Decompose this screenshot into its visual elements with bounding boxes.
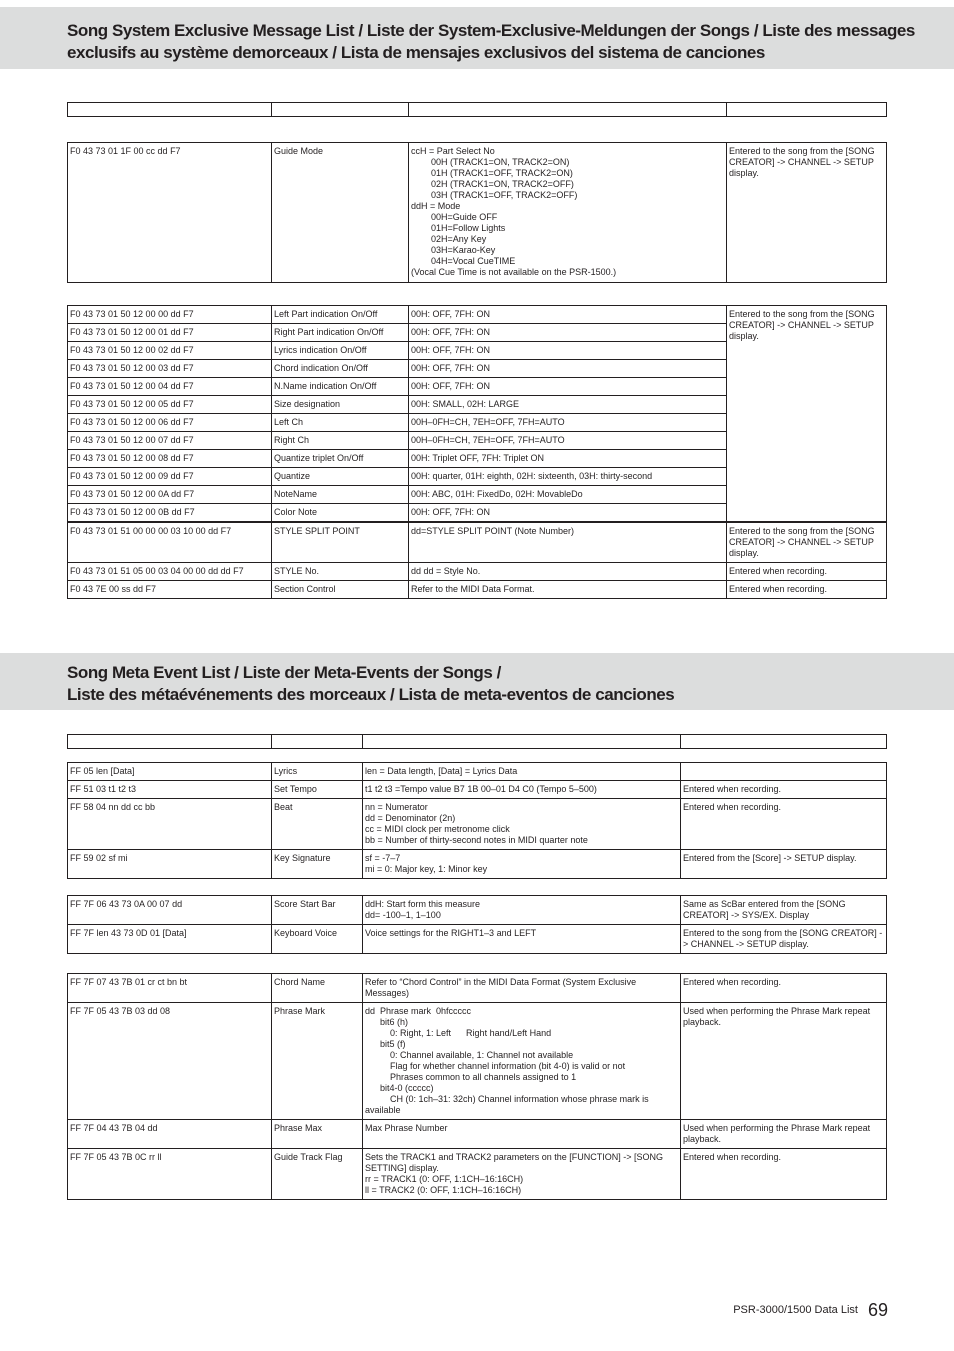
message-cell: F0 43 73 01 50 12 00 04 dd F7	[68, 378, 272, 396]
data-cell: 00H: OFF, 7FH: ON	[409, 378, 727, 396]
data-cell: 00H: OFF, 7FH: ON	[409, 306, 727, 324]
table-row	[68, 1120, 887, 1149]
data-cell: 00H: OFF, 7FH: ON	[409, 324, 727, 342]
data-cell: t1 t2 t3 =Tempo value B7 1B 00–01 D4 C0 (Tempo 5–500)	[363, 781, 681, 799]
event-cell: STYLE No.	[272, 563, 409, 581]
table-row	[68, 306, 887, 324]
remarks-cell: Entered to the song from the [SONG CREATOR] -> CHANNEL -> SETUP display.	[727, 523, 887, 563]
header-cell	[409, 103, 727, 117]
sysex-table-style	[67, 522, 887, 599]
message-cell: FF 7F 06 43 73 0A 00 07 dd	[68, 896, 272, 925]
section-header-sysex	[0, 7, 954, 69]
data-cell: dd dd = Style No.	[409, 563, 727, 581]
table-row	[68, 1149, 887, 1200]
message-cell: F0 43 73 01 50 12 00 01 dd F7	[68, 324, 272, 342]
event-cell: Quantize triplet On/Off	[272, 450, 409, 468]
message-cell: F0 43 73 01 50 12 00 02 dd F7	[68, 342, 272, 360]
section-header-meta	[0, 653, 954, 710]
remarks-cell: Entered when recording.	[681, 974, 887, 1003]
header-cell	[68, 735, 272, 749]
table-row	[68, 896, 887, 925]
event-cell: Color Note	[272, 504, 409, 522]
meta-table-chord	[67, 973, 887, 1200]
event-cell: Key Signature	[272, 850, 363, 879]
event-cell: Phrase Mark	[272, 1003, 363, 1120]
remarks-cell: Entered to the song from the [SONG CREATOR] -> CHANNEL -> SETUP display.	[727, 306, 887, 522]
message-cell: FF 7F 04 43 7B 04 dd	[68, 1120, 272, 1149]
remarks-cell: Same as ScBar entered from the [SONG CREATOR] -> SYS/EX. Display	[681, 896, 887, 925]
data-cell: Voice settings for the RIGHT1–3 and LEFT	[363, 925, 681, 954]
remarks-cell: Entered to the song from the [SONG CREATOR] -> CHANNEL -> SETUP display.	[727, 143, 887, 283]
event-cell: Right Part indication On/Off	[272, 324, 409, 342]
remarks-cell: Entered when recording.	[727, 581, 887, 599]
message-cell: F0 43 73 01 50 12 00 06 dd F7	[68, 414, 272, 432]
event-cell: Beat	[272, 799, 363, 850]
meta-table-standard	[67, 762, 887, 879]
data-cell: 00H: SMALL, 02H: LARGE	[409, 396, 727, 414]
data-cell: 00H: OFF, 7FH: ON	[409, 504, 727, 522]
meta-header-table	[67, 734, 887, 749]
sysex-table-guide	[67, 142, 887, 283]
data-cell: 00H: OFF, 7FH: ON	[409, 342, 727, 360]
event-cell: Left Ch	[272, 414, 409, 432]
remarks-cell: Entered when recording.	[681, 1149, 887, 1200]
message-cell: F0 43 73 01 50 12 00 09 dd F7	[68, 468, 272, 486]
message-cell: F0 43 73 01 51 05 00 03 04 00 00 dd dd F7	[68, 563, 272, 581]
data-cell: Max Phrase Number	[363, 1120, 681, 1149]
data-cell: Refer to “Chord Control” in the MIDI Data Format (System Exclusive Messages)	[363, 974, 681, 1003]
message-cell: FF 51 03 t1 t2 t3	[68, 781, 272, 799]
header-cell	[727, 103, 887, 117]
table-row	[68, 925, 887, 954]
data-cell: ddH: Start form this measure dd= -100–1, 1–100	[363, 896, 681, 925]
remarks-cell: Entered when recording.	[681, 799, 887, 850]
table-row	[68, 974, 887, 1003]
data-cell: 00H–0FH=CH, 7EH=OFF, 7FH=AUTO	[409, 432, 727, 450]
table-header-row	[68, 103, 887, 117]
event-cell: Keyboard Voice	[272, 925, 363, 954]
data-cell: Refer to the MIDI Data Format.	[409, 581, 727, 599]
message-cell: F0 43 73 01 50 12 00 03 dd F7	[68, 360, 272, 378]
event-cell: Guide Mode	[272, 143, 409, 283]
message-cell: F0 43 73 01 1F 00 cc dd F7	[68, 143, 272, 283]
data-cell: 00H–0FH=CH, 7EH=OFF, 7FH=AUTO	[409, 414, 727, 432]
message-cell: F0 43 73 01 50 12 00 0A dd F7	[68, 486, 272, 504]
event-cell: N.Name indication On/Off	[272, 378, 409, 396]
data-cell: len = Data length, [Data] = Lyrics Data	[363, 763, 681, 781]
page-number: 69	[867, 1299, 888, 1320]
remarks-cell: Used when performing the Phrase Mark repeat playback.	[681, 1003, 887, 1120]
data-cell: ccH = Part Select No 00H (TRACK1=ON, TRACK2=ON) 01H (TRACK1=OFF, TRACK2=ON) 02H (TRACK1=ON, TRACK2=OFF) 03H (TRACK1=OFF, TRACK2=OFF) ddH = Mode 00H=Guide OFF 01H=Follow Lights 02H=Any Key 03H=Karao-Key 04H=Vocal CueTIME (Vocal Cue Time is not available on the PSR-1500.)	[409, 143, 727, 283]
remarks-cell: Entered from the [Score] -> SETUP display.	[681, 850, 887, 879]
table-row	[68, 799, 887, 850]
header-cell	[272, 103, 409, 117]
event-cell: Set Tempo	[272, 781, 363, 799]
remarks-cell: Entered when recording.	[727, 563, 887, 581]
document-title: PSR-3000/1500 Data List	[733, 1304, 858, 1316]
meta-table-score	[67, 895, 887, 954]
message-cell: FF 7F 05 43 7B 03 dd 08	[68, 1003, 272, 1120]
event-cell: Lyrics indication On/Off	[272, 342, 409, 360]
header-cell	[363, 735, 681, 749]
event-cell: Quantize	[272, 468, 409, 486]
data-cell: 00H: OFF, 7FH: ON	[409, 360, 727, 378]
table-row	[68, 143, 887, 283]
sysex-header-table	[67, 102, 887, 117]
data-cell: 00H: ABC, 01H: FixedDo, 02H: MovableDo	[409, 486, 727, 504]
header-cell	[681, 735, 887, 749]
event-cell: STYLE SPLIT POINT	[272, 523, 409, 563]
section-title-sysex: Song System Exclusive Message List / Liste der System-Exclusive-Meldungen der Songs / Liste des messages exclusifs au système demorceaux / Lista de mensajes exclusivos del sistema de canciones	[67, 21, 915, 62]
table-row	[68, 763, 887, 781]
event-cell: Phrase Max	[272, 1120, 363, 1149]
table-header-row	[68, 735, 887, 749]
data-cell: sf = -7–7 mi = 0: Major key, 1: Minor key	[363, 850, 681, 879]
event-cell: Section Control	[272, 581, 409, 599]
data-cell: Sets the TRACK1 and TRACK2 parameters on the [FUNCTION] -> [SONG SETTING] display. rr = TRACK1 (0: OFF, 1:1CH–16:16CH) ll = TRACK2 (0: OFF, 1:1CH–16:16CH)	[363, 1149, 681, 1200]
event-cell: Left Part indication On/Off	[272, 306, 409, 324]
event-cell: Lyrics	[272, 763, 363, 781]
table-row	[68, 581, 887, 599]
header-cell	[68, 103, 272, 117]
event-cell: Guide Track Flag	[272, 1149, 363, 1200]
message-cell: FF 05 len [Data]	[68, 763, 272, 781]
remarks-cell: Entered when recording.	[681, 781, 887, 799]
table-row	[68, 563, 887, 581]
data-cell: nn = Numerator dd = Denominator (2n) cc = MIDI clock per metronome click bb = Number of thirty-second notes in MIDI quarter note	[363, 799, 681, 850]
message-cell: FF 7F len 43 73 0D 01 [Data]	[68, 925, 272, 954]
table-row	[68, 1003, 887, 1120]
event-cell: Right Ch	[272, 432, 409, 450]
data-cell: dd=STYLE SPLIT POINT (Note Number)	[409, 523, 727, 563]
message-cell: FF 58 04 nn dd cc bb	[68, 799, 272, 850]
event-cell: NoteName	[272, 486, 409, 504]
sysex-table-score	[67, 305, 887, 522]
message-cell: F0 43 73 01 51 00 00 00 03 10 00 dd F7	[68, 523, 272, 563]
message-cell: F0 43 73 01 50 12 00 0B dd F7	[68, 504, 272, 522]
message-cell: F0 43 73 01 50 12 00 08 dd F7	[68, 450, 272, 468]
data-cell: dd Phrase mark 0hfccccc bit6 (h) 0: Right, 1: Left Right hand/Left Hand bit5 (f) 0: Channel available, 1: Channel not available Flag for whether channel information (bit 4-0) is valid or not Phrases common to all channels assigned to 1 bit4-0 (ccccc) CH (0: 1ch–31: 32ch) Channel information whose phrase mark is available	[363, 1003, 681, 1120]
message-cell: FF 59 02 sf mi	[68, 850, 272, 879]
remarks-cell: Entered to the song from the [SONG CREATOR] -> CHANNEL -> SETUP display.	[681, 925, 887, 954]
event-cell: Chord indication On/Off	[272, 360, 409, 378]
message-cell: F0 43 73 01 50 12 00 07 dd F7	[68, 432, 272, 450]
event-cell: Score Start Bar	[272, 896, 363, 925]
header-cell	[272, 735, 363, 749]
page-footer	[733, 1296, 888, 1324]
message-cell: FF 7F 05 43 7B 0C rr ll	[68, 1149, 272, 1200]
message-cell: F0 43 73 01 50 12 00 05 dd F7	[68, 396, 272, 414]
data-cell: 00H: quarter, 01H: eighth, 02H: sixteenth, 03H: thirty-second	[409, 468, 727, 486]
data-cell: 00H: Triplet OFF, 7FH: Triplet ON	[409, 450, 727, 468]
section-title-meta: Song Meta Event List / Liste der Meta-Events der Songs / Liste des métaévénements des morceaux / Lista de meta-eventos de canciones	[67, 663, 675, 704]
event-cell: Chord Name	[272, 974, 363, 1003]
remarks-cell	[681, 763, 887, 781]
table-row	[68, 523, 887, 563]
message-cell: F0 43 7E 00 ss dd F7	[68, 581, 272, 599]
table-row	[68, 850, 887, 879]
event-cell: Size designation	[272, 396, 409, 414]
message-cell: FF 7F 07 43 7B 01 cr ct bn bt	[68, 974, 272, 1003]
remarks-cell: Used when performing the Phrase Mark repeat playback.	[681, 1120, 887, 1149]
message-cell: F0 43 73 01 50 12 00 00 dd F7	[68, 306, 272, 324]
table-row	[68, 781, 887, 799]
